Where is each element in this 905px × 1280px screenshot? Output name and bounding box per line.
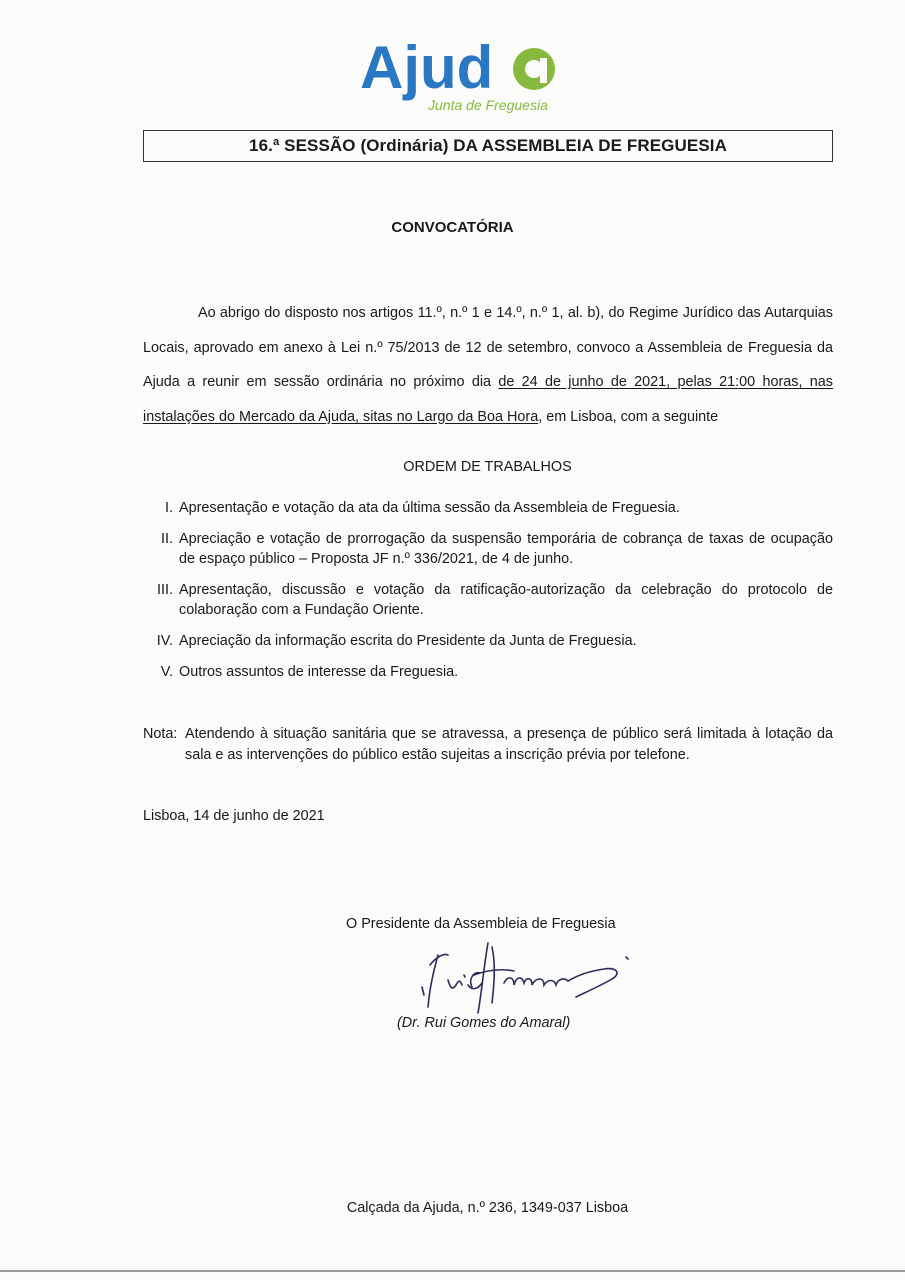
footer-address: Calçada da Ajuda, n.º 236, 1349-037 Lisboa	[346, 1200, 629, 1216]
paragraph-text-part2: , em Lisboa, com a seguinte	[538, 408, 719, 425]
agenda-item	[143, 580, 833, 620]
ajuda-logo-graphic	[356, 28, 576, 118]
note-label: Nota:	[143, 726, 178, 742]
agenda-item-number: III.	[157, 582, 173, 598]
junta-logo	[356, 28, 576, 118]
paragraph-underlined-text: de 24 de junho de 2021, pelas 21:00 horas, nas instalações do Mercado da Ajuda, sitas no Largo da Boa Hora	[143, 374, 833, 425]
signature-graphic	[408, 935, 648, 1015]
document-heading: CONVOCATÓRIA	[391, 219, 514, 236]
handwritten-signature	[408, 935, 648, 1015]
agenda-item-number: IV.	[156, 633, 173, 649]
logo-subtitle-text: Junta de Freguesia	[428, 97, 548, 113]
signatory-name: (Dr. Rui Gomes do Amaral)	[397, 1015, 571, 1031]
document-date: Lisboa, 14 de junho de 2021	[143, 808, 325, 824]
agenda-item	[143, 631, 833, 651]
agenda-item	[143, 529, 833, 569]
agenda-item-number: V.	[160, 664, 173, 680]
agenda-item-text: Apreciação e votação de prorrogação da suspensão temporária de cobrança de taxas de ocupação de espaço público – Proposta JF n.º 336/2021, de 4 de junho.	[179, 531, 833, 567]
session-title	[143, 130, 833, 162]
note-block	[143, 724, 833, 766]
agenda-item-text: Apresentação, discussão e votação da ratificação-autorização da celebração do protocolo de colaboração com a Fundação Oriente.	[179, 582, 833, 618]
agenda-list	[143, 498, 833, 693]
convocation-paragraph	[143, 296, 833, 434]
logo-brand-text: Ajud	[360, 34, 494, 101]
agenda-item-text: Apreciação da informação escrita do Presidente da Junta de Freguesia.	[179, 633, 637, 649]
agenda-title: ORDEM DE TRABALHOS	[403, 459, 572, 475]
agenda-item-number: I.	[165, 500, 173, 516]
note-text: Atendendo à situação sanitária que se atravessa, a presença de público será limitada à lotação da sala e as intervenções do público estão sujeitas a inscrição prévia por telefone.	[185, 726, 833, 763]
agenda-item-number: II.	[161, 531, 173, 547]
agenda-item	[143, 662, 833, 682]
signatory-role: O Presidente da Assembleia de Freguesia	[346, 916, 616, 932]
paragraph-text-part1: Ao abrigo do disposto nos artigos 11.º, n.º 1 e 14.º, n.º 1, al. b), do Regime Jurídico das Autarquias Locais, aprovado em anexo à Lei n.º 75/2013 de 12 de setembro, convoco a Assembleia de Freguesia da Ajuda a reunir em sessão ordinária no próximo dia	[143, 305, 833, 390]
session-title-text: 16.ª SESSÃO (Ordinária) DA ASSEMBLEIA DE FREGUESIA	[249, 136, 727, 155]
agenda-item-text: Apresentação e votação da ata da última sessão da Assembleia de Freguesia.	[179, 500, 680, 516]
footer-divider	[0, 1270, 905, 1272]
agenda-item-text: Outros assuntos de interesse da Freguesia.	[179, 664, 459, 680]
agenda-item	[143, 498, 833, 518]
